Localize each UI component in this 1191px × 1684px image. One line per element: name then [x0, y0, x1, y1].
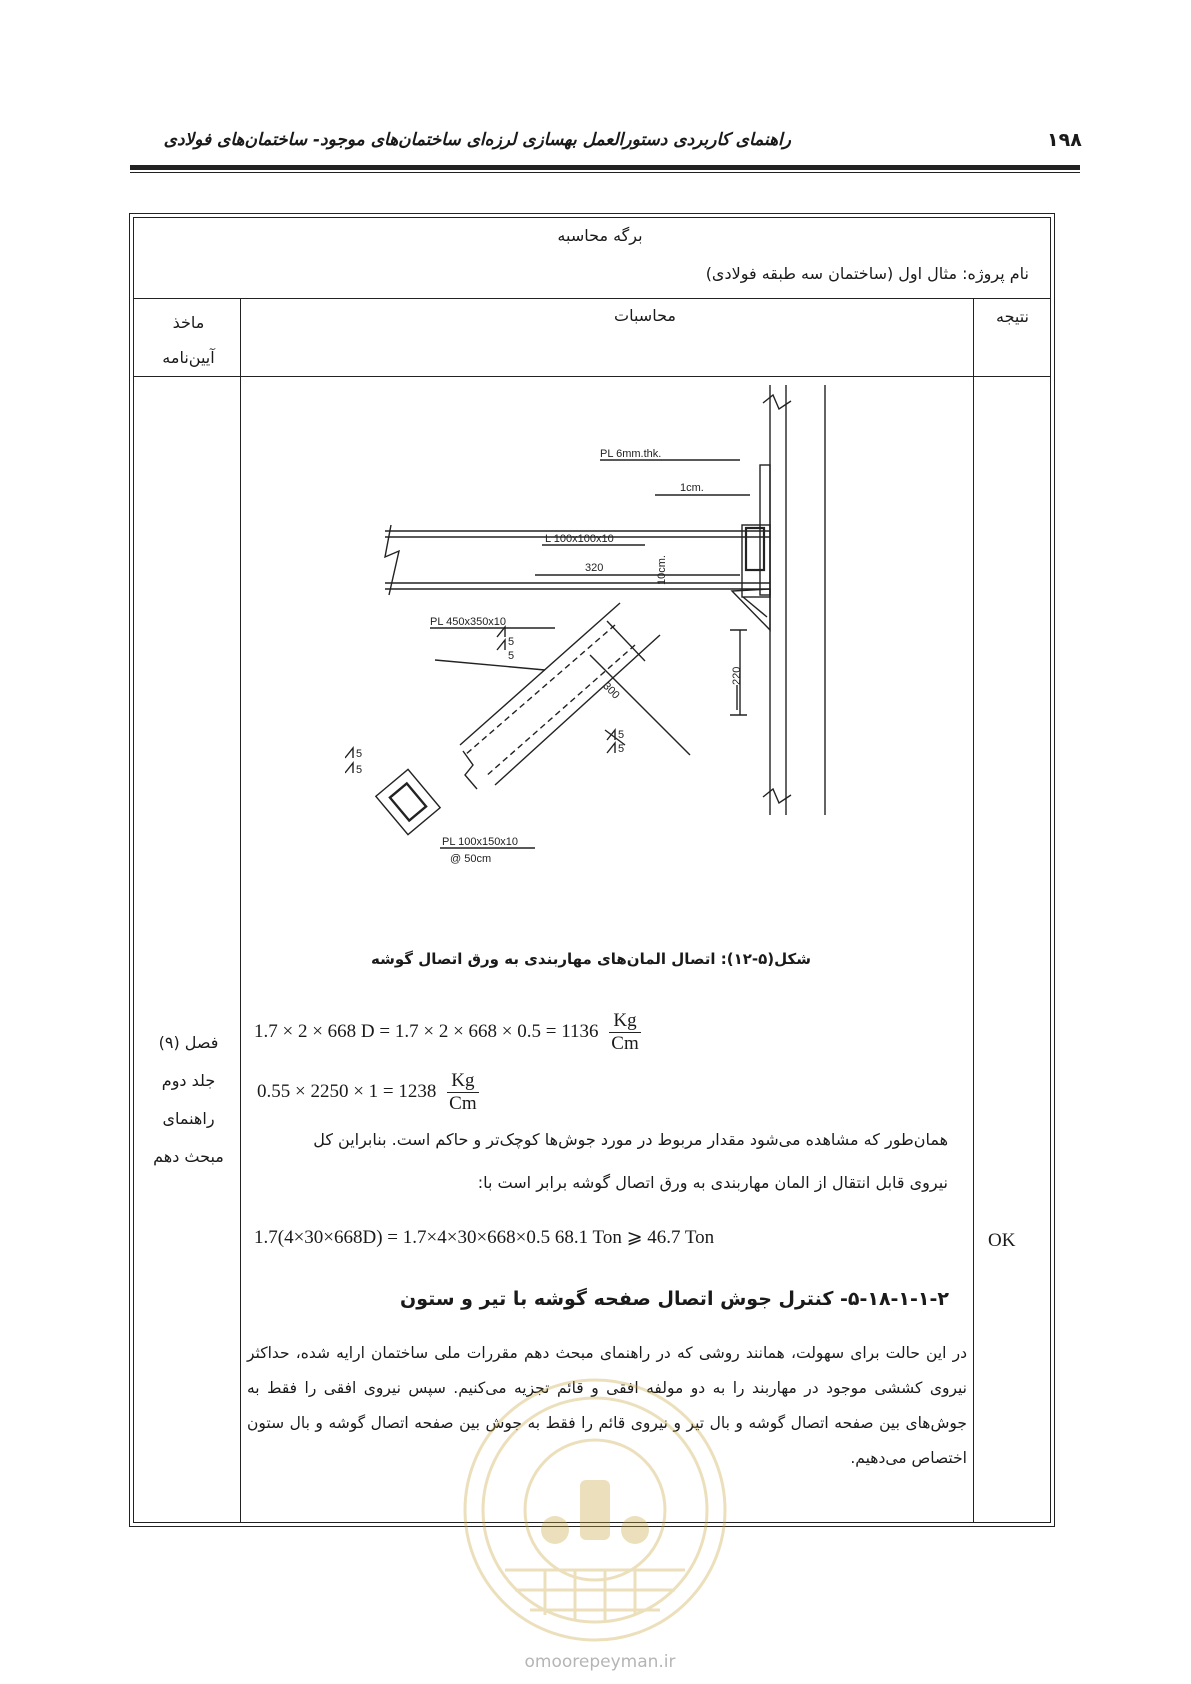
label-300: 300: [600, 680, 622, 702]
brace-end-plate: [376, 769, 440, 834]
column-break-bottom: [763, 789, 791, 803]
brace-end-cut: [607, 621, 645, 661]
label-weld-5f: 5: [356, 764, 363, 776]
brace-end-bolts: [390, 783, 426, 820]
label-plate-6mm: PL 6mm.thk.: [600, 448, 662, 460]
column-break-top: [763, 395, 791, 409]
gusset-connection-drawing: [345, 385, 865, 925]
label-plate-450: PL 450x350x10: [430, 616, 507, 628]
unit-cm: Cm: [449, 1093, 477, 1114]
page-number: ۱۹۸: [1047, 129, 1082, 151]
calc-sheet-title: برگه محاسبه: [557, 226, 643, 245]
running-header-title: راهنمای کاربردی دستورالعمل بهسازی لرزه‌ای ساختمان‌های موجود- ساختمان‌های فولادی: [163, 130, 791, 150]
angle-bolt-group: [746, 528, 764, 570]
paragraph-2: در این حالت برای سهولت، همانند روشی که در راهنمای مبحث دهم مقررات ملی ساختمان ارایه شده، حداکثر نیروی کششی موجود در مهاربند را به دو مولفه افقی و قائم تجزیه می‌کنیم. سپس نیروی افقی را فقط به جوش‌های بین صفحه اتصال گوشه و بال تیر و نیروی قائم را فقط به جوش بین صفحه اتصال گوشه و بال ستون اختصاص می‌دهیم.: [247, 1344, 967, 1467]
source-ref-line2: جلد دوم: [161, 1071, 216, 1090]
source-reference: [137, 1024, 240, 1176]
label-320: 320: [585, 562, 604, 574]
label-plate-100: PL 100x150x10: [442, 836, 519, 848]
weld-symbol-end: [345, 748, 353, 773]
column-header-result: نتیجه: [995, 307, 1029, 326]
paragraph-1-line-2: نیروی قابل انتقال از المان مهاربندی به ورق اتصال گوشه برابر است با:: [477, 1173, 948, 1192]
source-ref-line1: فصل (۹): [158, 1033, 219, 1052]
leader-weld-upper: [435, 660, 545, 670]
brace-line-upper: [465, 625, 615, 755]
unit-kg: Kg: [447, 1070, 478, 1093]
header-rule-thin: [130, 172, 1080, 173]
equation-1-text: 1.7 × 2 × 668 D = 1.7 × 2 × 668 × 0.5 = 1136: [254, 1020, 599, 1042]
label-angle: L 100x100x10: [545, 533, 614, 545]
equation-2-unit: [447, 1070, 478, 1115]
col-divider-source: [240, 298, 241, 1523]
section-heading: ۵-۱۸-۱-۱-۲- کنترل جوش اتصال صفحه گوشه با تیر و ستون: [400, 1288, 949, 1310]
dim-300-line: [590, 655, 690, 755]
result-ok: OK: [988, 1230, 1016, 1251]
beam-break: [385, 525, 399, 595]
label-1cm: 1cm.: [680, 482, 704, 494]
column-header-calculations: محاسبات: [614, 306, 676, 325]
header-rule-thick: [130, 165, 1080, 170]
unit-cm: Cm: [611, 1033, 639, 1054]
column-header-source-line1: ماخذ: [172, 313, 205, 332]
unit-kg: Kg: [609, 1010, 640, 1033]
row-divider-columns: [133, 376, 1051, 377]
footer-website: omoorepeyman.ir: [524, 1652, 676, 1672]
brace-break: [463, 751, 477, 789]
source-ref-line4: مبحث دهم: [153, 1147, 224, 1166]
label-weld-5a: 5: [508, 636, 515, 648]
column-header-source-line2: آیین‌نامه: [162, 348, 215, 367]
label-220: 220: [731, 666, 743, 685]
label-weld-5d: 5: [618, 743, 625, 755]
figure-caption: شکل(۵-۱۲): اتصال المان‌های مهاربندی به ورق اتصال گوشه: [371, 950, 811, 968]
row-divider-header: [133, 298, 1051, 299]
watermark-seal-logo: [455, 1370, 735, 1650]
label-weld-5b: 5: [508, 650, 515, 662]
equation-3: 1.7(4×30×668D) = 1.7×4×30×668×0.5 68.1 Ton ⩾ 46.7 Ton: [254, 1227, 715, 1248]
equation-1: [254, 1010, 641, 1055]
label-spacing: @ 50cm: [450, 853, 492, 865]
project-name: نام پروژه: مثال اول (ساختمان سه طبقه فولادی): [705, 264, 1029, 283]
brace-outer-lower: [495, 635, 660, 785]
column-header-source: [137, 305, 240, 375]
label-10cm: 10cm.: [656, 555, 668, 585]
col-divider-result: [973, 298, 974, 1523]
source-ref-line3: راهنمای: [162, 1109, 215, 1128]
label-weld-5e: 5: [356, 748, 363, 760]
equation-1-unit: [609, 1010, 640, 1055]
paragraph-1-line-1: همان‌طور که مشاهده می‌شود مقدار مربوط در مورد جوش‌ها کوچک‌تر و حاکم است. بنابراین کل: [313, 1130, 948, 1149]
equation-2: [257, 1070, 479, 1115]
brace-line-lower: [485, 645, 635, 777]
weld-symbol-upper: [497, 627, 505, 650]
weld-symbol-lower: [607, 730, 615, 753]
label-weld-5c: 5: [618, 729, 625, 741]
equation-2-text: 0.55 × 2250 × 1 = 1238: [257, 1080, 437, 1102]
